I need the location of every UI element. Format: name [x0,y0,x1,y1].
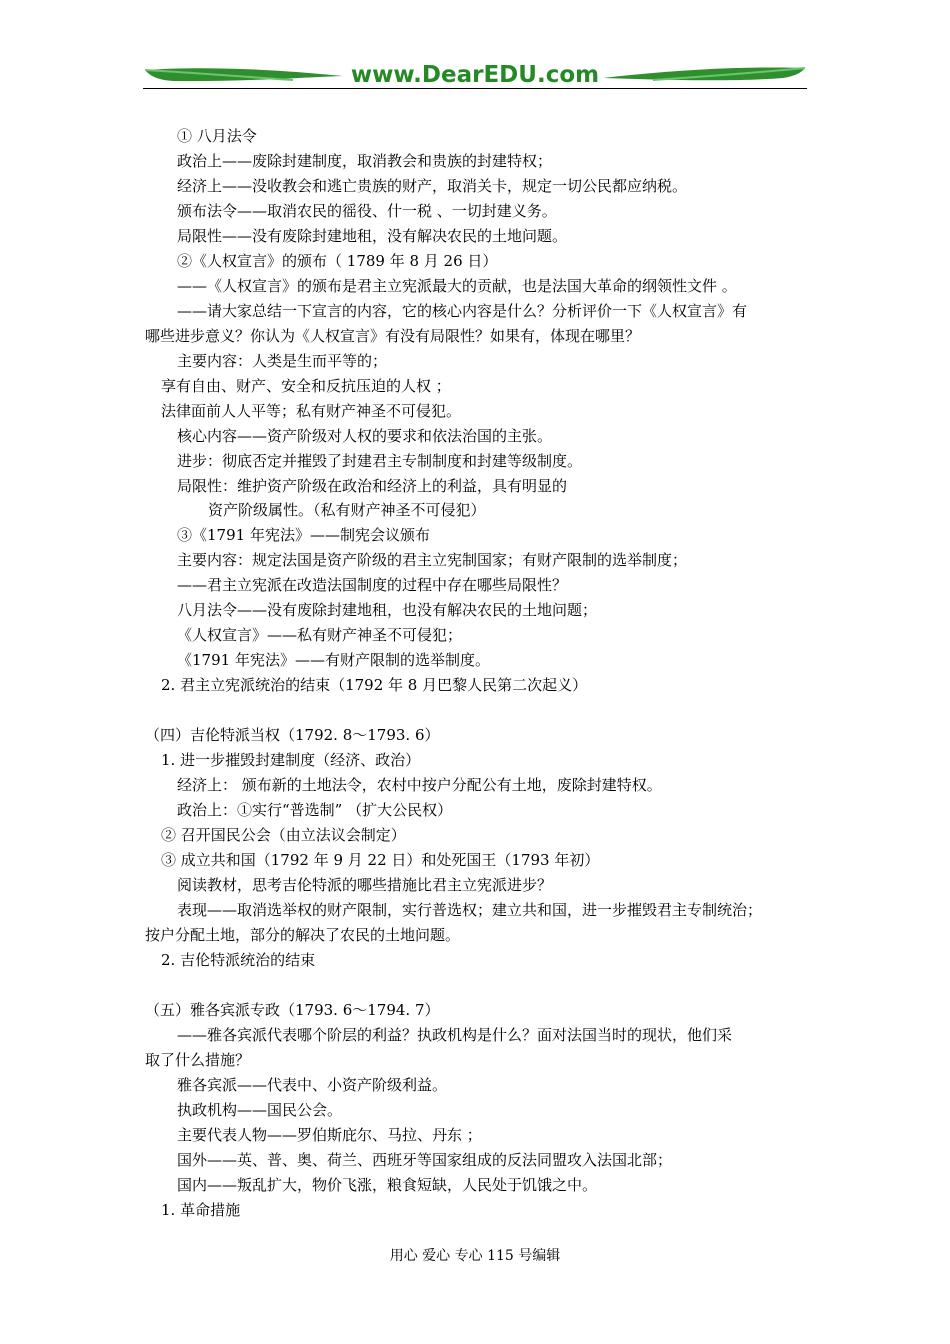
text-line: 取了什么措施？ [145,1051,251,1069]
text-line: 局限性：维护资产阶级在政治和经济上的利益，具有明显的 [177,477,568,495]
text-line: 表现——取消选举权的财产限制，实行普选权；建立共和国，进一步摧毁君主专制统治； [177,901,763,919]
text-line: 主要代表人物——罗伯斯庇尔、马拉、丹东 ； [177,1126,482,1144]
text-line: 1. 革命措施 [161,1201,241,1219]
text-line: 政治上——废除封建制度，取消教会和贵族的封建特权； [177,152,553,170]
section-heading: （五）雅各宾派专政（1793. 6～1794. 7） [145,1001,440,1019]
text-line: 法律面前人人平等；私有财产神圣不可侵犯。 [161,402,462,420]
text-line: 主要内容：人类是生而平等的； [177,352,388,370]
text-line: 哪些进步意义？你认为《人权宣言》有没有局限性？如果有，体现在哪里？ [145,327,641,345]
text-line: 颁布法令——取消农民的徭役、什一税 、一切封建义务。 [177,202,557,220]
text-line: 雅各宾派——代表中、小资产阶级利益。 [177,1076,448,1094]
text-line: 《1791 年宪法》——有财产限制的选举制度。 [177,651,490,669]
text-line: 执政机构——国民公会。 [177,1101,343,1119]
text-line: 经济上——没收教会和逃亡贵族的财产，取消关卡，规定一切公民都应纳税。 [177,177,688,195]
text-line: 主要内容：规定法国是资产阶级的君主立宪制国家；有财产限制的选举制度； [177,551,688,569]
site-logo: www.DearEDU.com [350,62,600,88]
text-line: 国外——英、普、奥、荷兰、西班牙等国家组成的反法同盟攻入法国北部； [177,1151,673,1169]
text-line: 资产阶级属性。（私有财产神圣不可侵犯） [208,501,486,519]
text-line: 八月法令——没有废除封建地租，也没有解决农民的土地问题； [177,601,598,619]
text-line: ① 八月法令 [177,127,257,145]
text-line: 2. 吉伦特派统治的结束 [161,951,316,969]
text-line: 国内——叛乱扩大，物价飞涨，粮食短缺，人民处于饥饿之中。 [177,1176,598,1194]
text-line: ——君主立宪派在改造法国制度的过程中存在哪些局限性？ [177,576,568,594]
text-line: ③《1791 年宪法》——制宪会议颁布 [177,526,430,544]
text-line: 政治上：①实行“普选制” （扩大公民权） [177,801,453,819]
text-line: 进步：彻底否定并摧毁了封建君主专制制度和封建等级制度。 [177,452,583,470]
text-line: 2. 君主立宪派统治的结束（1792 年 8 月巴黎人民第二次起义） [161,676,588,694]
page-footer: 用心 爱心 专心 115 号编辑 [389,1248,561,1264]
text-line: ②《人权宣言》的颁布（ 1789 年 8 月 26 日） [177,252,498,270]
text-line: 按户分配土地，部分的解决了农民的土地问题。 [145,926,461,944]
text-line: 1. 进一步摧毁封建制度（经济、政治） [161,751,421,769]
text-line: ——《人权宣言》的颁布是君主立宪派最大的贡献，也是法国大革命的纲领性文件 。 [177,277,737,295]
text-line: 《人权宣言》——私有财产神圣不可侵犯； [177,626,463,644]
header-rule [143,88,807,89]
text-line: 局限性——没有废除封建地租，没有解决农民的土地问题。 [177,227,568,245]
text-line: ② 召开国民公会（由立法议会制定） [161,826,406,844]
text-line: 经济上： 颁布新的土地法令，农村中按户分配公有土地，废除封建特权。 [177,776,662,794]
text-line: 享有自由、财产、安全和反抗压迫的人权 ； [161,377,451,395]
text-line: ③ 成立共和国（1792 年 9 月 22 日）和处死国王（1793 年初） [161,851,600,869]
text-line: ——雅各宾派代表哪个阶层的利益？执政机构是什么？面对法国当时的现状，他们采 [177,1026,733,1044]
text-line: 核心内容——资产阶级对人权的要求和依法治国的主张。 [177,427,553,445]
section-heading: （四）吉伦特派当权（1792. 8～1793. 6） [145,726,440,744]
text-line: 阅读教材，思考吉伦特派的哪些措施比君主立宪派进步？ [177,876,553,894]
text-line: ——请大家总结一下宣言的内容，它的核心内容是什么？分析评价一下《人权宣言》有 [177,302,748,320]
